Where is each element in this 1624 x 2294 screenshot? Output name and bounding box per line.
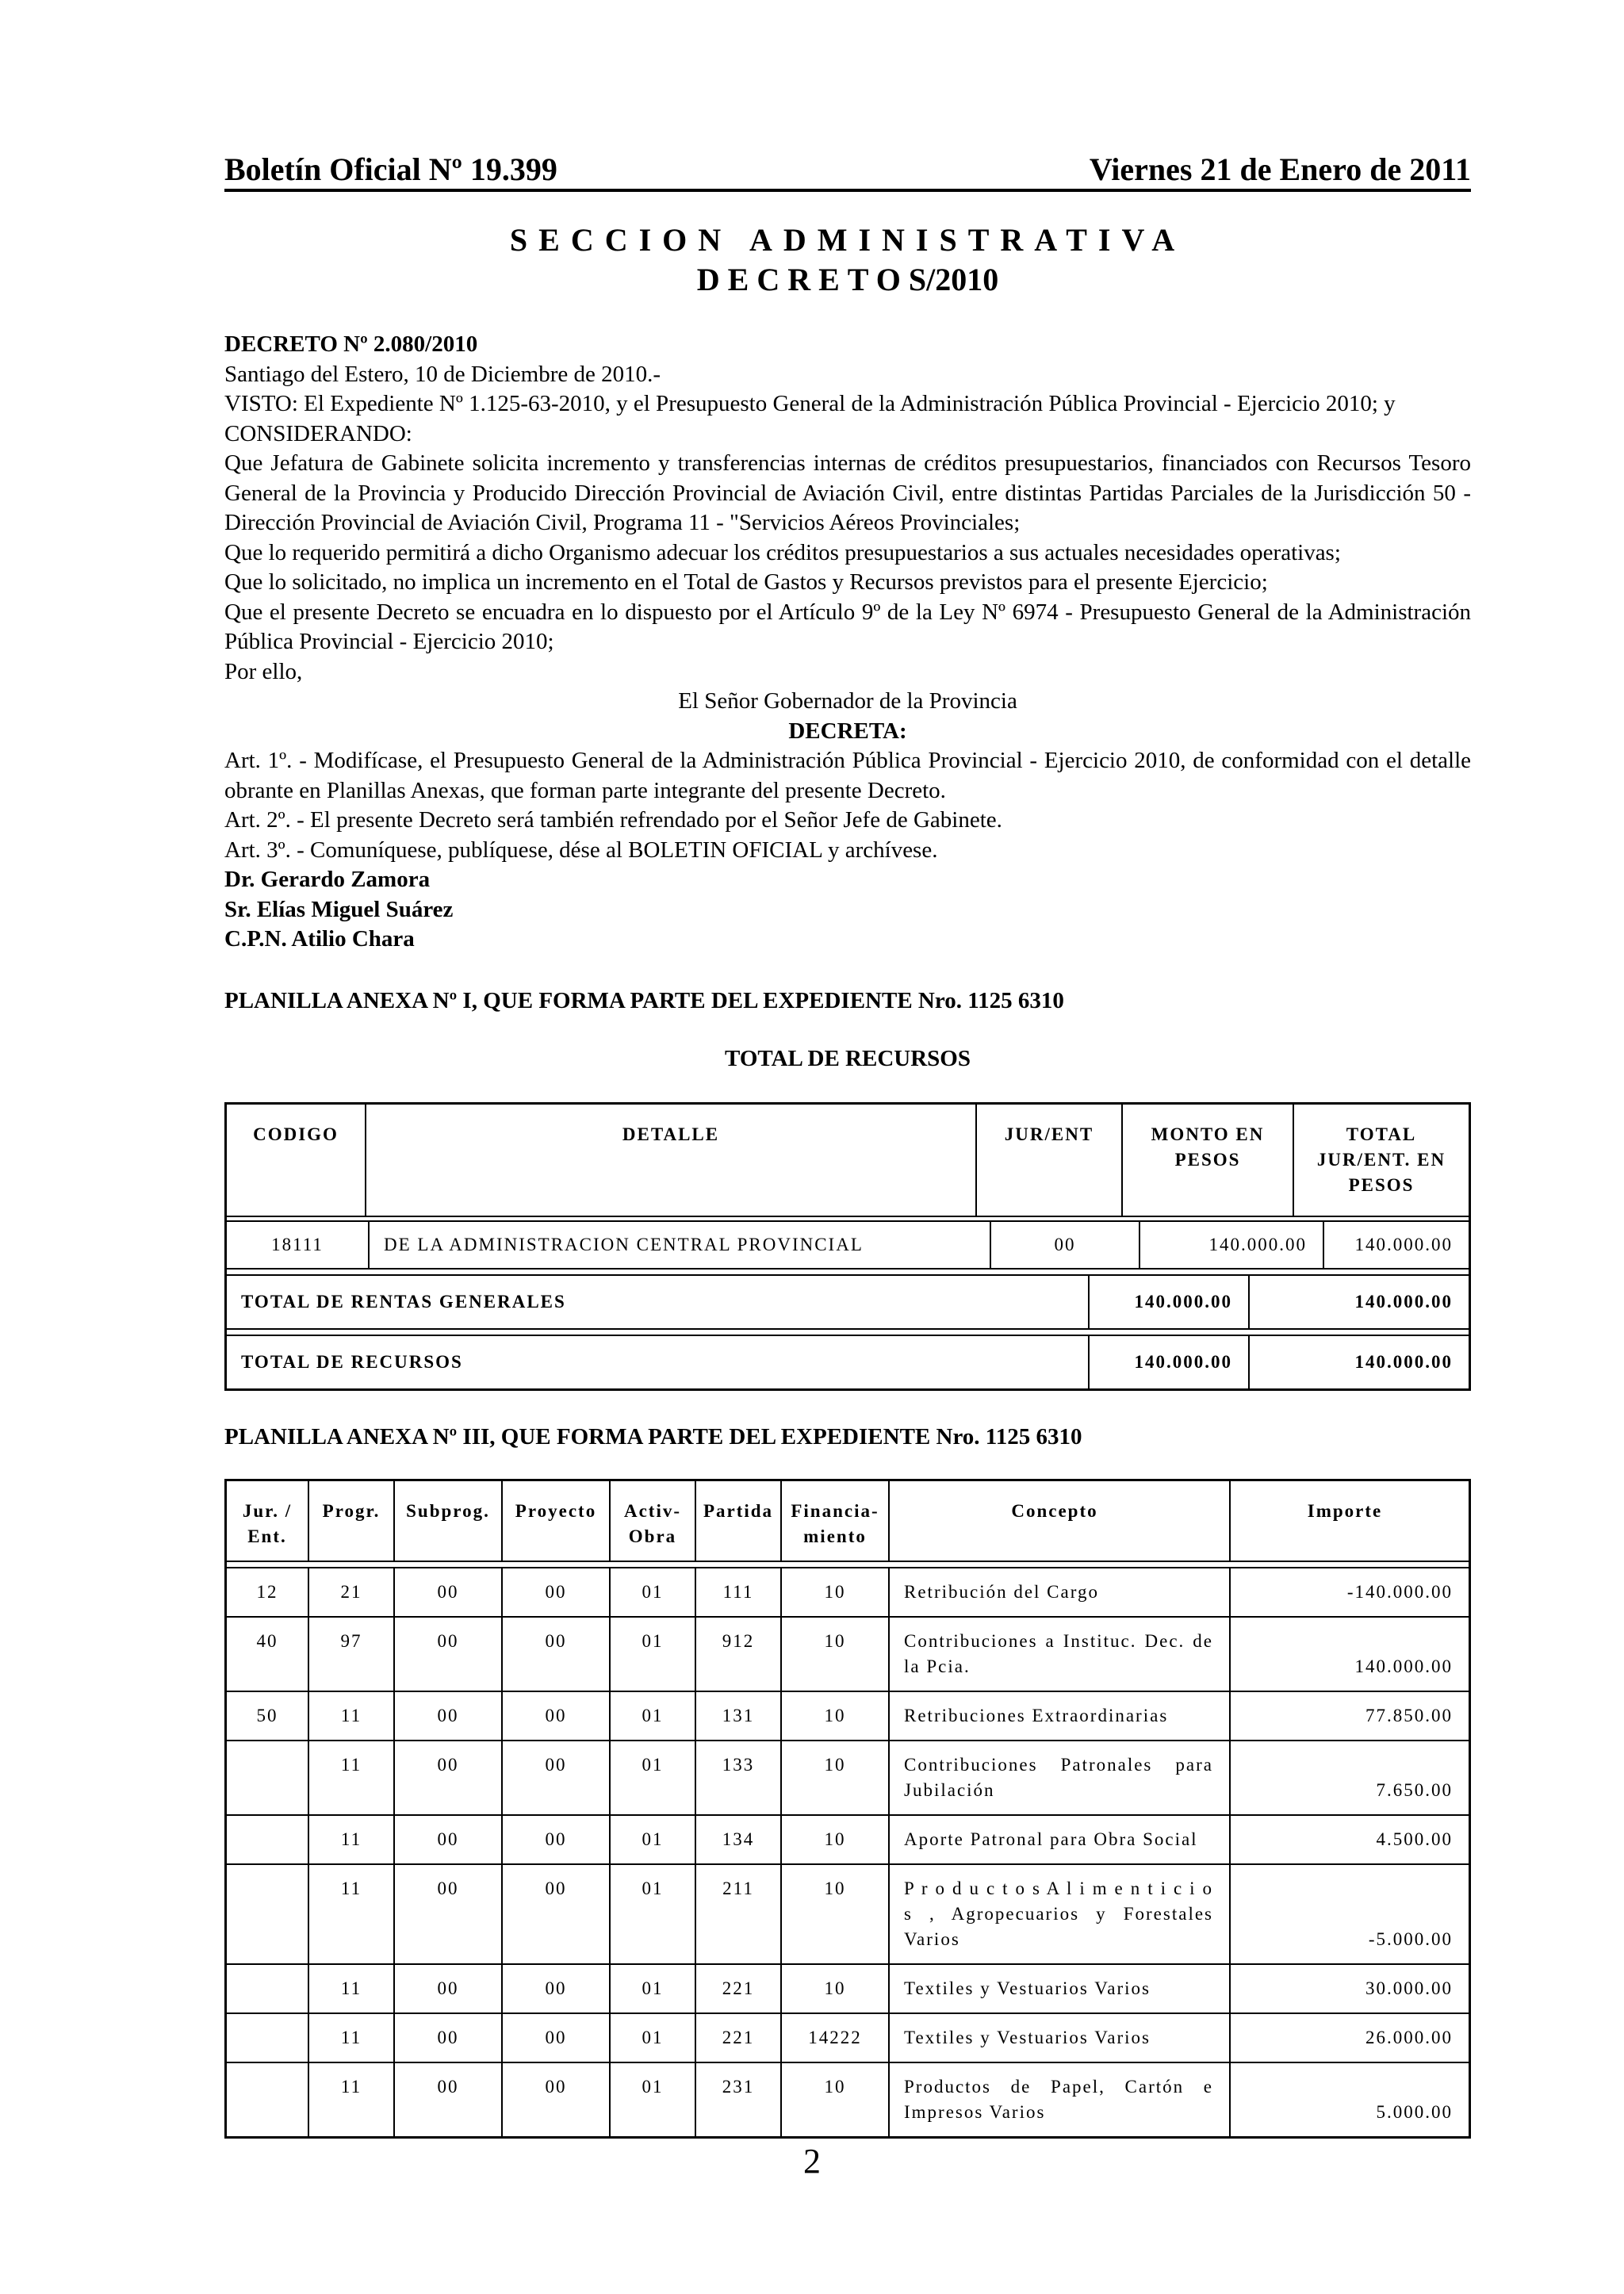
table-cell: 14222 — [782, 2014, 890, 2062]
table-row — [227, 1965, 1469, 2014]
table-cell: Textiles y Vestuarios Varios — [890, 1965, 1231, 2013]
section-subtitle — [224, 260, 1471, 300]
table-total-row — [227, 1336, 1469, 1388]
table-cell: 01 — [611, 2014, 696, 2062]
table-row — [227, 2014, 1469, 2063]
table-cell: 01 — [611, 1618, 696, 1691]
table-cell: 211 — [696, 1865, 782, 1963]
document-page — [224, 151, 1471, 2139]
table-cell: 10 — [782, 1865, 890, 1963]
table-cell: Contribuciones Patronales para Jubilación — [890, 1741, 1231, 1814]
table-cell: 00 — [503, 1816, 611, 1863]
table-cell: 7.650.00 — [1376, 1779, 1453, 1800]
table-cell: 221 — [696, 2014, 782, 2062]
table-row — [227, 1816, 1469, 1865]
column-header: JUR/ENT — [977, 1105, 1123, 1216]
table-cell — [227, 2063, 309, 2136]
table-spacer — [227, 1562, 1469, 1568]
table-cell: 00 — [395, 1865, 503, 1963]
table-row — [227, 1865, 1469, 1965]
table-cell: -5.000.00 — [1368, 1928, 1453, 1949]
table-cell: 00 — [395, 1816, 503, 1863]
table-header-row — [227, 1481, 1469, 1562]
table-cell: 18111 — [227, 1222, 370, 1268]
table-cell: 12 — [227, 1568, 309, 1616]
table-cell: 97 — [309, 1618, 395, 1691]
column-header: Subprog. — [395, 1481, 503, 1561]
decree-article-1: Art. 1º. - Modifícase, el Presupuesto General de la Administración Pública Provincial - Ejercicio 2010, de conformidad con el detalle obrante en Planillas Anexas, que forman parte integrante del presente Decreto. — [224, 748, 1471, 803]
decree-place-date: Santiago del Estero, 10 de Diciembre de 2010.- — [224, 361, 661, 387]
table-cell: 11 — [309, 1865, 395, 1963]
gastos-table-body — [227, 1568, 1469, 2136]
table-cell: 10 — [782, 1568, 890, 1616]
section-subtitle-prefix: DECRETO — [696, 262, 909, 297]
table-cell — [227, 2014, 309, 2062]
column-header: DETALLE — [366, 1105, 977, 1216]
table-cell: 10 — [782, 1965, 890, 2013]
bulletin-date: Viernes 21 de Enero de 2011 — [1089, 151, 1471, 187]
total-label: TOTAL DE RECURSOS — [227, 1336, 1090, 1388]
planilla-1-heading: PLANILLA ANEXA Nº I, QUE FORMA PARTE DEL EXPEDIENTE Nro. 1125 6310 — [224, 987, 1064, 1013]
table-cell: 10 — [782, 2063, 890, 2136]
decree-visto: VISTO: El Expediente Nº 1.125-63-2010, y el Presupuesto General de la Administración Pública Provincial - Ejercicio 2010; y — [224, 391, 1396, 416]
section-subtitle-year: S/2010 — [908, 262, 999, 297]
signer: C.P.N. Atilio Chara — [224, 926, 415, 952]
page-number: 2 — [803, 2142, 821, 2181]
table-cell: 11 — [309, 2014, 395, 2062]
table-cell: 131 — [696, 1692, 782, 1740]
column-header: Partida — [696, 1481, 782, 1561]
table-cell: DE LA ADMINISTRACION CENTRAL PROVINCIAL — [370, 1222, 991, 1268]
total-value: 140.000.00 — [1090, 1276, 1250, 1328]
table-cell: 912 — [696, 1618, 782, 1691]
table-cell: 00 — [503, 1741, 611, 1814]
column-header: MONTO EN PESOS — [1123, 1105, 1294, 1216]
decree-number: DECRETO Nº 2.080/2010 — [224, 331, 478, 357]
table-cell: 10 — [782, 1816, 890, 1863]
table-cell: Textiles y Vestuarios Varios — [890, 2014, 1231, 2062]
table-cell: 5.000.00 — [1376, 2101, 1453, 2122]
table-cell: 11 — [309, 1816, 395, 1863]
table-cell: 00 — [395, 1965, 503, 2013]
table-cell: 111 — [696, 1568, 782, 1616]
table-cell — [227, 1965, 309, 2013]
table-cell: 00 — [395, 1618, 503, 1691]
decree-paragraph: Que lo requerido permitirá a dicho Organismo adecuar los créditos presupuestarios a sus actuales necesidades operativas; — [224, 539, 1341, 565]
table-cell: 30.000.00 — [1365, 1978, 1453, 1998]
table-cell: 00 — [503, 1618, 611, 1691]
table-spacer — [227, 1270, 1469, 1276]
decree-paragraph: Que el presente Decreto se encuadra en lo dispuesto por el Artículo 9º de la Ley Nº 6974 - Presupuesto General de la Administración Pública Provincial - Ejercicio 2010; — [224, 599, 1471, 654]
table-cell: 40 — [227, 1618, 309, 1691]
table-spacer — [227, 1330, 1469, 1336]
table-cell: 140.000.00 — [1140, 1222, 1324, 1268]
table-cell: 26.000.00 — [1365, 2027, 1453, 2047]
total-value: 140.000.00 — [1090, 1336, 1250, 1388]
table-cell: 00 — [395, 1741, 503, 1814]
column-header: Jur. / Ent. — [227, 1481, 309, 1561]
table-row — [227, 1222, 1469, 1270]
table-cell: Aporte Patronal para Obra Social — [890, 1816, 1231, 1863]
column-header: Proyecto — [503, 1481, 611, 1561]
column-header: CODIGO — [227, 1105, 366, 1216]
table-cell: 231 — [696, 2063, 782, 2136]
table-cell: 00 — [503, 1965, 611, 2013]
decree-paragraph: Que lo solicitado, no implica un incremento en el Total de Gastos y Recursos previstos para el presente Ejercicio; — [224, 569, 1268, 595]
decree-article-3: Art. 3º. - Comuníquese, publíquese, dése al BOLETIN OFICIAL y archívese. — [224, 837, 938, 863]
table-cell: 21 — [309, 1568, 395, 1616]
table-cell: 01 — [611, 1568, 696, 1616]
table-total-row — [227, 1276, 1469, 1330]
table-cell: 00 — [395, 2063, 503, 2136]
column-header: Activ- Obra — [611, 1481, 696, 1561]
table-cell: 01 — [611, 1741, 696, 1814]
table-cell: 11 — [309, 1965, 395, 2013]
table-cell: 00 — [503, 2014, 611, 2062]
table-cell: 01 — [611, 1865, 696, 1963]
table-cell: Retribución del Cargo — [890, 1568, 1231, 1616]
bulletin-header — [224, 151, 1471, 192]
planilla-3-heading: PLANILLA ANEXA Nº III, QUE FORMA PARTE DEL EXPEDIENTE Nro. 1125 6310 — [224, 1423, 1082, 1450]
gastos-table — [224, 1479, 1471, 2139]
table-cell: 134 — [696, 1816, 782, 1863]
decree-considerando: CONSIDERANDO: — [224, 420, 412, 446]
table-cell: 00 — [503, 1865, 611, 1963]
table-cell — [227, 1865, 309, 1963]
signer: Sr. Elías Miguel Suárez — [224, 896, 454, 922]
table-cell: 11 — [309, 1692, 395, 1740]
table-cell: 00 — [503, 1692, 611, 1740]
table-cell: 00 — [395, 1692, 503, 1740]
table-cell: 4.500.00 — [1376, 1829, 1453, 1849]
table-cell: 140.000.00 — [1354, 1234, 1453, 1254]
total-value: 140.000.00 — [1354, 1351, 1453, 1372]
table-cell: 00 — [395, 1568, 503, 1616]
decree-body — [224, 330, 1471, 955]
decree-por-ello: Por ello, — [224, 658, 303, 684]
decree-decreta: DECRETA: — [788, 718, 907, 744]
table-cell: 77.850.00 — [1365, 1705, 1453, 1725]
table-cell: 10 — [782, 1692, 890, 1740]
table-cell — [227, 1741, 309, 1814]
table-cell: 140.000.00 — [1354, 1656, 1453, 1676]
decree-article-2: Art. 2º. - El presente Decreto será también refrendado por el Señor Jefe de Gabinete. — [224, 807, 1002, 833]
table-header-row — [227, 1105, 1469, 1217]
column-header: Progr. — [309, 1481, 395, 1561]
total-label: TOTAL DE RENTAS GENERALES — [227, 1276, 1090, 1328]
table-cell — [227, 1816, 309, 1863]
table-cell: Productos de Papel, Cartón e Impresos Varios — [890, 2063, 1231, 2136]
table-cell: 01 — [611, 1692, 696, 1740]
table-row — [227, 1741, 1469, 1816]
table-cell: 11 — [309, 1741, 395, 1814]
table-row — [227, 1568, 1469, 1618]
table-cell: 221 — [696, 1965, 782, 2013]
bulletin-number: Boletín Oficial Nº 19.399 — [224, 151, 557, 187]
total-value: 140.000.00 — [1354, 1291, 1453, 1312]
section-title: SECCION ADMINISTRATIVA — [509, 222, 1186, 258]
table-cell: 133 — [696, 1741, 782, 1814]
table-cell: 10 — [782, 1741, 890, 1814]
table-cell: 00 — [503, 1568, 611, 1616]
table-cell: 00 — [503, 2063, 611, 2136]
column-header: Importe — [1307, 1500, 1383, 1521]
decree-paragraph: Que Jefatura de Gabinete solicita incremento y transferencias internas de créditos presupuestarios, financiados con Recursos Tesoro General de la Provincia y Producido Dirección Provincial de Aviación Civil, entre distintas Partidas Parciales de la Jurisdicción 50 - Dirección Provincial de Aviación Civil, Programa 11 - "Servicios Aéreos Provinciales; — [224, 450, 1471, 535]
column-header: Financia- miento — [782, 1481, 890, 1561]
table-cell: 50 — [227, 1692, 309, 1740]
column-header: TOTAL JUR/ENT. EN PESOS — [1316, 1124, 1446, 1195]
table-cell: 01 — [611, 1965, 696, 2013]
signer: Dr. Gerardo Zamora — [224, 867, 431, 892]
table-cell: P r o d u c t o s A l i m e n t i c i o s , Agropecuarios y Forestales Varios — [890, 1865, 1231, 1963]
table-cell: -140.000.00 — [1346, 1581, 1453, 1602]
table-cell: 10 — [782, 1618, 890, 1691]
table-cell: 11 — [309, 2063, 395, 2136]
table-cell: 01 — [611, 2063, 696, 2136]
decree-governor: El Señor Gobernador de la Provincia — [678, 688, 1017, 714]
recursos-table — [224, 1102, 1471, 1391]
column-header: Concepto — [890, 1481, 1231, 1561]
table-cell: 00 — [991, 1222, 1140, 1268]
table-cell: 01 — [611, 1816, 696, 1863]
table-row — [227, 1692, 1469, 1741]
table-row — [227, 2063, 1469, 2136]
table-cell: 00 — [395, 2014, 503, 2062]
planilla-1-title: TOTAL DE RECURSOS — [725, 1045, 971, 1071]
table-cell: Contribuciones a Instituc. Dec. de la Pcia. — [890, 1618, 1231, 1691]
table-row — [227, 1618, 1469, 1692]
table-cell: Retribuciones Extraordinarias — [890, 1692, 1231, 1740]
